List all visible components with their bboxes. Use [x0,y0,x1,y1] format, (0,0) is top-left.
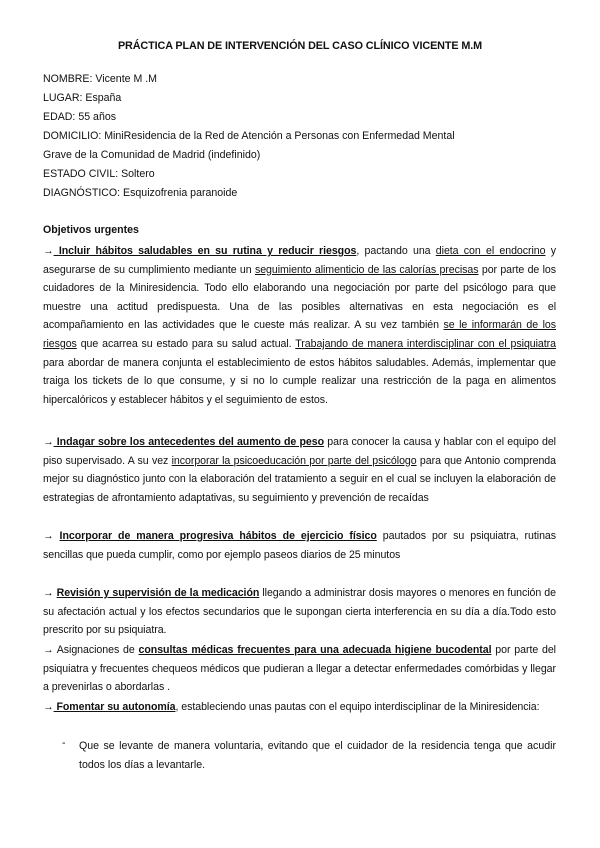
objective-medication: → Revisión y supervisión de la medicación llegando a administrar dosis mayores o menores en función de su afectación actual y los efectos secundarios que le supongan cierta interferencia en su día a día.Todo esto prescrito por su psiquiatra. [43,587,556,637]
objective-title: Revisión y supervisión de la medicación [56,587,260,599]
arrow-icon: → [43,587,57,599]
info-diagnosis: DIAGNÓSTICO: Esquizofrenia paranoide [43,187,238,199]
info-name: NOMBRE: Vicente M .M [43,73,158,85]
objective-title: consultas médicas frecuentes para una adecuada higiene bucodental [138,644,492,656]
objective-weight-history: → Indagar sobre los antecedentes del aumento de peso para conocer la causa y hablar con el equipo del piso supervisado. A su vez incorporar la psicoeducación por parte del psicólogo para que Antonio comprenda mejor su diagnóstico junto con la elaboración del tratamiento a seguir en el cual se incluyen la elaboración de estrategias de afrontamiento adaptativas, su seguimiento y prevención de recaídas [43,436,556,504]
arrow-icon: → [43,436,54,448]
objective-healthy-habits: → Incluir hábitos saludables en su rutina y reducir riesgos, pactando una dieta con el endocrino y asegurarse de su cumplimiento mediante un seguimiento alimenticio de las calorías precisas por parte de los cuidadores de la Miniresidencia. Todo ello elaborando una negociación por parte del psicólogo para que muestre una actitud predispuesta. Una de las posibles alternativas en esta negociación es el acompañamiento en las actividades que le cueste más realizar. A su vez también se le informarán de los riesgos que acarrea su estado para su salud actual. Trabajando de manera interdisciplinar con el psiquiatra para abordar de manera conjunta el establecimiento de estos hábitos saludables. Además, implementar que traiga los tickets de lo que consume, y si no lo cumple realizar una restricción de la paga en alimentos hipercalóricos y establecer hábitos y el seguimiento de estos. [43,245,556,406]
bullet-text: Que se levante de manera voluntaria, evitando que el cuidador de la residencia tenga que acudir todos los días a levantarle. [79,740,556,771]
objective-title: Fomentar su autonomía [53,701,176,713]
objective-title: Incorporar de manera progresiva hábitos de ejercicio físico [59,530,377,542]
objective-title: Indagar sobre los antecedentes del aumento de peso [53,436,325,448]
arrow-icon: → [43,245,54,257]
info-address: DOMICILIO: MiniResidencia de la Red de Atención a Personas con Enfermedad Mental [43,130,455,142]
page-title: PRÁCTICA PLAN DE INTERVENCIÓN DEL CASO CLÍNICO VICENTE M.M [117,40,483,52]
dash-bullet-icon: - [62,737,66,749]
arrow-icon: → [43,701,54,713]
objective-title: Incluir hábitos saludables en su rutina y reducir riesgos [53,245,357,257]
arrow-icon: → [43,530,60,542]
info-age: EDAD: 55 años [43,111,117,123]
info-address-cont: Grave de la Comunidad de Madrid (indefinido) [43,149,261,161]
objectives-heading: Objetivos urgentes [43,224,139,236]
objective-dental-hygiene: → Asignaciones de consultas médicas frecuentes para una adecuada higiene bucodental por parte del psiquiatra y frecuentes chequeos médicos que pudieran a llegar a detectar enfermedades comórbidas y llegar a prevenirlas o abordarlas . [43,644,556,694]
bullet-item [62,737,556,774]
objective-autonomy: → Fomentar su autonomía, estableciendo unas pautas con el equipo interdisciplinar de la Miniresidencia: [43,701,540,713]
info-civil-status: ESTADO CIVIL: Soltero [43,168,155,180]
info-place: LUGAR: España [43,92,122,104]
objective-exercise: → Incorporar de manera progresiva hábitos de ejercicio físico pautados por su psiquiatra, rutinas sencillas que pueda cumplir, como por ejemplo paseos diarios de 25 minutos [43,530,557,561]
